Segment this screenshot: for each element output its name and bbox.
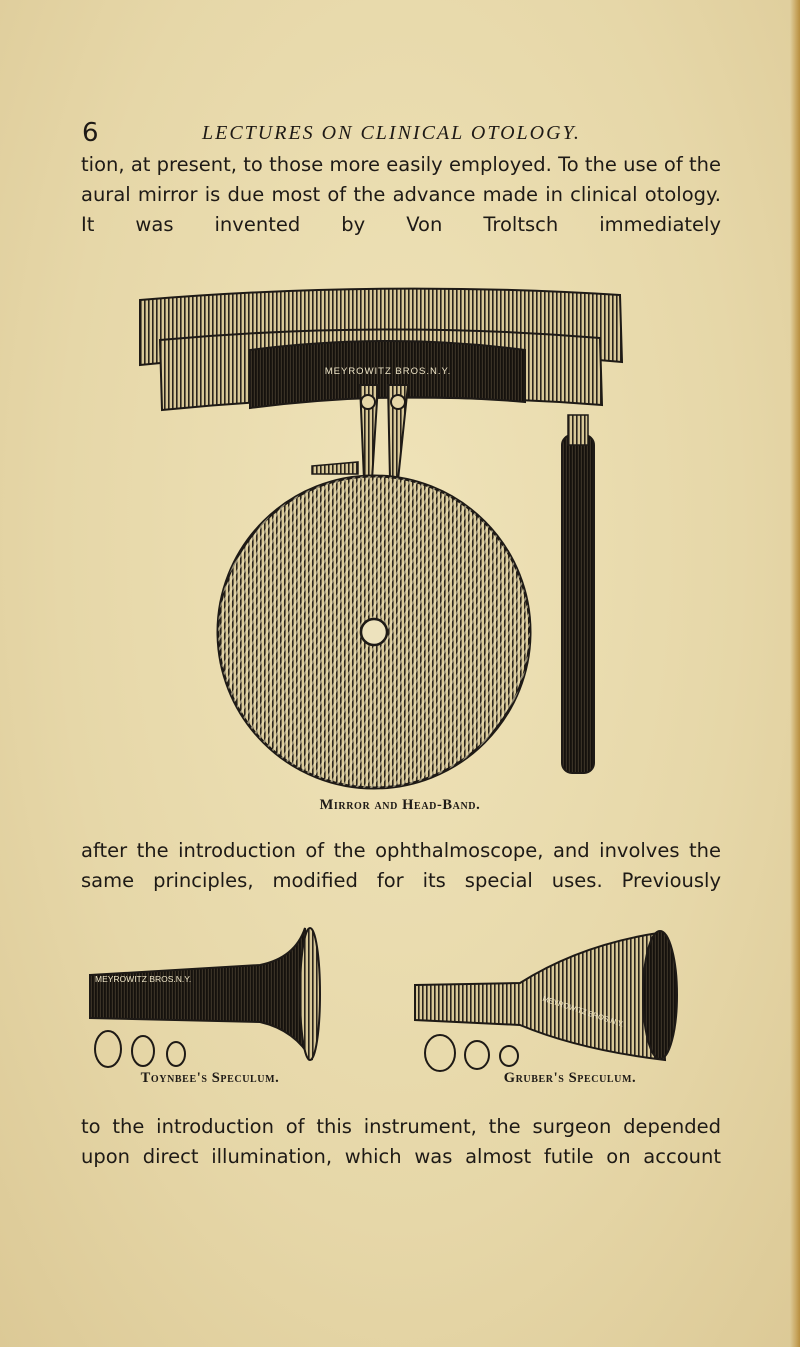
gruber-speculum-illustration [410,925,690,1075]
caption-toynbee: Toynbee's Speculum. [140,1070,280,1086]
toynbee-imprint: MEYROWITZ BROS.N.Y. [95,974,192,984]
caption-mirror: Mirror and Head-Band. [319,797,481,813]
running-head [82,118,722,148]
caption-gruber: Gruber's Speculum. [503,1070,637,1086]
paragraph-3: to the introduction of this instrument, the surgeon depended upon direct illumination, which was almost futile on account [81,1115,721,1168]
book-title: LECTURES ON CLINICAL OTOLOGY. [202,122,581,144]
page-number: 6 [82,118,99,148]
band-imprint: MEYROWITZ BROS.N.Y. [324,366,452,377]
mirror-head-band-illustration [0,270,800,790]
toynbee-speculum-illustration [80,920,340,1070]
paragraph-1: tion, at present, to those more easily employed. To the use of the aural mirror is due most of the advance made in clinical otology. It was invented by Von Troltsch immediately [81,153,721,236]
gruber-imprint: MEYROWITZ BROS.N.Y. [541,993,625,1029]
paragraph-2: after the introduction of the ophthalmoscope, and involves the same principles, modified for its special uses. Previously [81,839,721,892]
